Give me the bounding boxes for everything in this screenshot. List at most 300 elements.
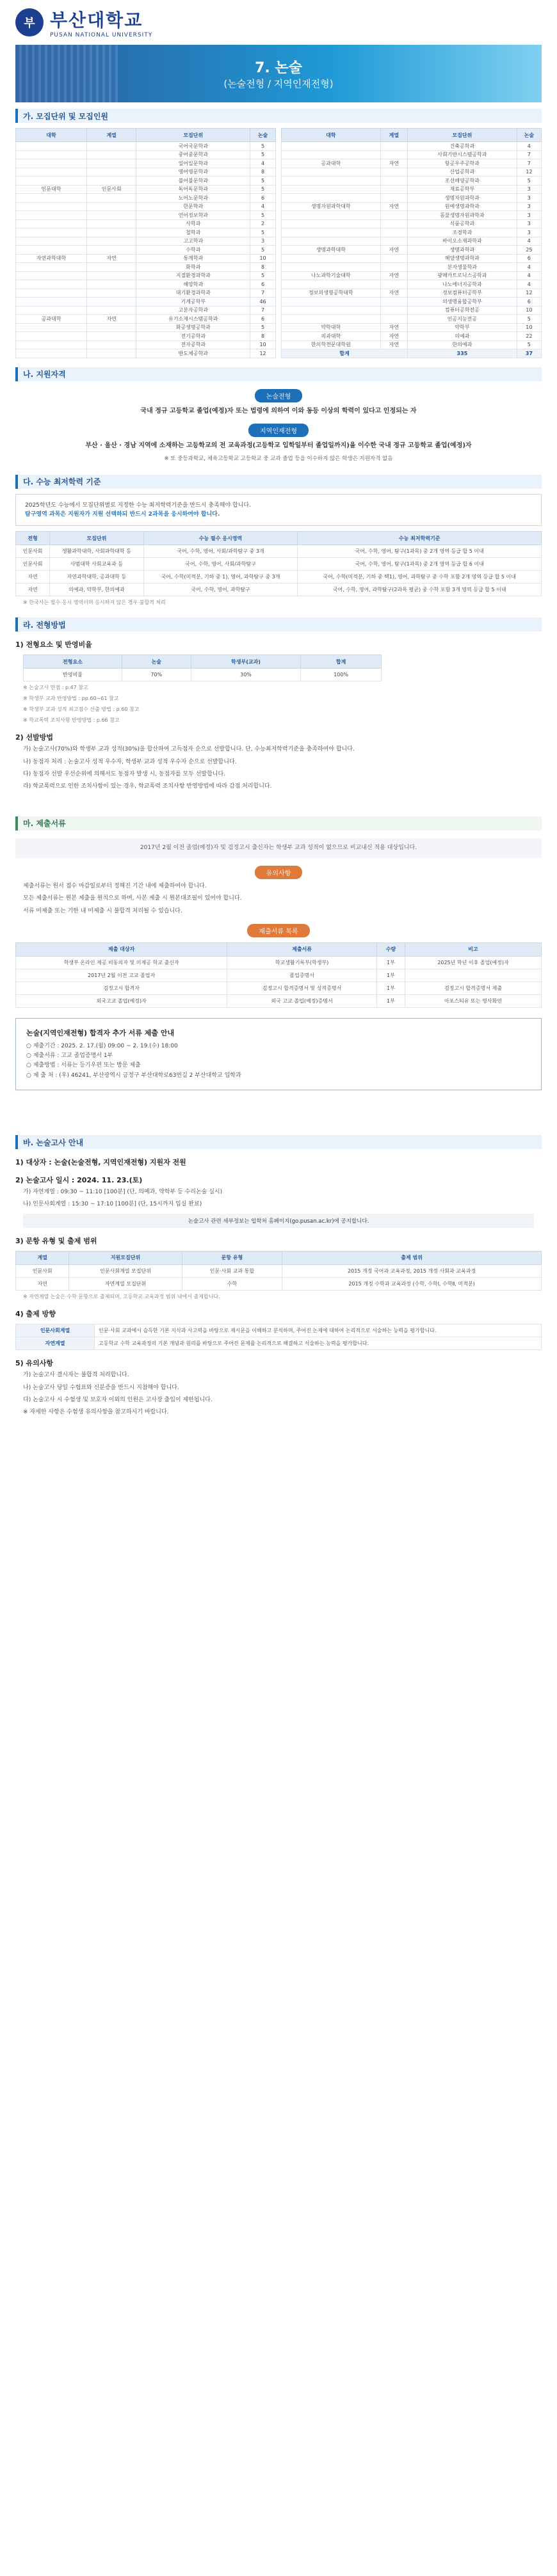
- regional-docs-line: ○ 제출기간 : 2025. 2. 17.(월) 09:00 ~ 2. 19.(수) 18:00: [26, 1042, 178, 1049]
- quota-row: [16, 349, 276, 358]
- ratio-cell: 70%: [122, 669, 191, 681]
- quota-header-cell: 모집단위: [136, 129, 250, 142]
- quota-cell: [86, 289, 136, 298]
- documents-cell: 2017년 2월 이전 고교 졸업자: [16, 969, 227, 982]
- quota-header-cell: 논술: [250, 129, 276, 142]
- quota-cell: 자연: [380, 271, 407, 280]
- quota-cell: [86, 202, 136, 211]
- quota-cell: [282, 185, 381, 194]
- quota-tables: [15, 128, 542, 358]
- quota-row: [16, 185, 276, 194]
- quota-row: [282, 254, 542, 263]
- csat-cell: 국어, 수학, 영어, 사회/과학탐구: [143, 558, 298, 571]
- quota-row: [282, 340, 542, 349]
- pill-caution: [0, 866, 557, 879]
- quota-cell: 3: [517, 228, 541, 237]
- building-photo: [15, 45, 118, 102]
- quota-cell: 항공우주공학과: [408, 159, 517, 168]
- quota-row: [16, 340, 276, 349]
- eligibility-note: ※ 또 중등과학교, 체육고등학교 고등학교 중 교과 졸업 등을 이수하지 않은 학생은 지원자격 없음: [164, 455, 393, 462]
- quota-table-left: [15, 128, 276, 358]
- quota-cell: 6: [250, 315, 276, 324]
- quota-cell: [86, 340, 136, 349]
- documents-cell: 외국 고교 졸업(예정)증명서: [227, 994, 377, 1007]
- quota-cell: 컴퓨터공학전공: [408, 306, 517, 315]
- exam-h4: 4) 출제 방향: [15, 1310, 56, 1319]
- quota-row: [16, 298, 276, 306]
- quota-cell: 통계학과: [136, 254, 250, 263]
- quota-cell: [16, 168, 87, 177]
- quota-cell: [16, 177, 87, 186]
- quota-cell: 영어영문학과: [136, 168, 250, 177]
- quota-cell: 12: [250, 349, 276, 358]
- caution-line: 제출서류는 원서 접수 마감일로부터 정해진 기간 내에 제출하여야 합니다.: [23, 882, 207, 889]
- csat-cell: 국어, 수학, 영어, 과학탐구: [143, 584, 298, 596]
- documents-cell: 아포스티유 또는 영사확인: [405, 994, 542, 1007]
- scope-table: [15, 1251, 542, 1291]
- quota-cell: [86, 332, 136, 341]
- documents-cell: 졸업증명서: [227, 969, 377, 982]
- logo-title-en: PUSAN NATIONAL UNIVERSITY: [50, 32, 153, 38]
- quota-cell: 자연: [380, 202, 407, 211]
- quota-cell: 자연: [380, 340, 407, 349]
- quota-cell: 의과대학: [282, 332, 381, 341]
- quota-row: [282, 271, 542, 280]
- quota-cell: [86, 168, 136, 177]
- section-title-csat-minimum: 다. 수능 최저학력 기준: [15, 475, 542, 489]
- quota-cell: 해양생명과학과: [408, 254, 517, 263]
- quota-cell: 3: [250, 237, 276, 246]
- quota-cell: 동물생명자원과학과: [408, 211, 517, 220]
- quota-cell: 광메카트로닉스공학과: [408, 271, 517, 280]
- quota-cell: [16, 194, 87, 203]
- pill-documents-list-label: 제출서류 목록: [247, 924, 309, 937]
- quota-cell: [380, 150, 407, 159]
- scope-header-cell: 출제 범위: [282, 1251, 542, 1264]
- quota-cell: 식품공학과: [408, 219, 517, 228]
- quota-cell: [282, 228, 381, 237]
- quota-cell: 조경학과: [408, 228, 517, 237]
- university-emblem-icon: 부: [15, 8, 44, 36]
- csat-cell: 자연: [16, 584, 50, 596]
- quota-cell: 5: [250, 142, 276, 151]
- quota-cell: 10: [250, 254, 276, 263]
- quota-cell: 화공생명공학과: [136, 323, 250, 332]
- scope-header-cell: 계열: [16, 1251, 69, 1264]
- documents-row: [16, 982, 542, 994]
- quota-cell: 5: [517, 177, 541, 186]
- documents-cell: 검정고시 합격증명서 제출: [405, 982, 542, 994]
- scope-header-cell: 문항 유형: [182, 1251, 282, 1264]
- quota-cell: 노어노문학과: [136, 194, 250, 203]
- quota-cell: 6: [250, 280, 276, 289]
- ratio-table: [23, 655, 382, 681]
- quota-cell: 일어일문학과: [136, 159, 250, 168]
- pill-documents-list: [0, 924, 557, 937]
- quota-cell: [282, 194, 381, 203]
- quota-cell: [380, 254, 407, 263]
- csat-cell: 인문사회: [16, 545, 50, 558]
- quota-sum-value: 335: [408, 349, 517, 358]
- quota-cell: 12: [517, 168, 541, 177]
- quota-cell: 7: [517, 159, 541, 168]
- quota-cell: 언어정보학과: [136, 211, 250, 220]
- exam-tip: ※ 자세한 사항은 수험생 유의사항을 참고하시기 바랍니다.: [23, 1409, 169, 1416]
- regional-docs-line: ○ 제 출 처 : (우) 46241, 부산광역시 금정구 부산대학로63번길 2 부산대학교 입학과: [26, 1072, 241, 1079]
- quota-row: [16, 159, 276, 168]
- exam-time-humanities: 나) 인문사회계열 : 15:30 ~ 17:10 [100분] (단, 15시까지 입실 완료): [23, 1201, 202, 1208]
- quota-cell: 자연: [86, 315, 136, 324]
- quota-cell: 8: [250, 263, 276, 272]
- quota-row: [282, 219, 542, 228]
- csat-cell: 사범대학 사회교육과 등: [50, 558, 143, 571]
- quota-row: [16, 177, 276, 186]
- quota-row: [16, 315, 276, 324]
- quota-cell: [380, 219, 407, 228]
- quota-cell: 자연과학대학: [16, 254, 87, 263]
- quota-row: [282, 246, 542, 255]
- quota-cell: 분자생물학과: [408, 263, 517, 272]
- quota-cell: 22: [517, 332, 541, 341]
- quota-cell: [282, 306, 381, 315]
- quota-cell: [16, 142, 87, 151]
- quota-row: [16, 142, 276, 151]
- documents-cell: 학교생활기록부(학생부): [227, 956, 377, 969]
- documents-row: [16, 969, 542, 982]
- quota-row: [16, 289, 276, 298]
- quota-row: [16, 194, 276, 203]
- quota-cell: 10: [517, 323, 541, 332]
- csat-header-cell: 전형: [16, 532, 50, 545]
- quota-cell: 반도체공학과: [136, 349, 250, 358]
- csat-cell: 국어, 수학(미적분, 기하 중 택1), 영어, 과학탐구 중 수학 포함 2개 영역 등급 합 5 이내: [298, 571, 542, 584]
- quota-cell: [16, 219, 87, 228]
- ratio-header-cell: 합계: [301, 655, 382, 669]
- scope-row: [16, 1264, 542, 1277]
- quota-cell: 10: [517, 306, 541, 315]
- quota-row: [16, 323, 276, 332]
- quota-header-cell: 계열: [380, 129, 407, 142]
- section-title-exam: 바. 논술고사 안내: [15, 1135, 542, 1149]
- scope-note: ※ 자연계열 논술은 수학 문항으로 출제되며, 고등학교 교육과정 범위 내에서 출제합니다.: [23, 1293, 220, 1300]
- quota-cell: [86, 237, 136, 246]
- documents-header-cell: 비고: [405, 942, 542, 956]
- quota-cell: 바이오소재과학과: [408, 237, 517, 246]
- quota-row: [282, 142, 542, 151]
- quota-cell: [86, 271, 136, 280]
- quota-cell: [380, 211, 407, 220]
- quota-cell: 4: [517, 271, 541, 280]
- quota-row: [16, 237, 276, 246]
- quota-cell: [86, 246, 136, 255]
- quota-cell: [282, 315, 381, 324]
- quota-cell: [86, 263, 136, 272]
- documents-cell: 1부: [376, 994, 405, 1007]
- quota-cell: 원예생명과학과: [408, 202, 517, 211]
- quota-cell: 정보컴퓨터공학부: [408, 289, 517, 298]
- quota-cell: 한문학과: [136, 202, 250, 211]
- quota-header-cell: 대학: [16, 129, 87, 142]
- quota-cell: 불어불문학과: [136, 177, 250, 186]
- quota-row: [16, 246, 276, 255]
- pill-essay: [0, 389, 557, 402]
- quota-cell: 5: [250, 228, 276, 237]
- quota-cell: [86, 177, 136, 186]
- quota-cell: [86, 150, 136, 159]
- exam-h3: 3) 문항 유형 및 출제 범위: [15, 1236, 97, 1245]
- scope-cell: 인문사회: [16, 1264, 69, 1277]
- quota-cell: 정보의생명공학대학: [282, 289, 381, 298]
- quota-cell: 6: [250, 194, 276, 203]
- quota-cell: 고분자공학과: [136, 306, 250, 315]
- exam-time-natural: 가) 자연계열 : 09:30 ~ 11:10 [100분] (단, 의예과, 약학부 등 수리논술 실시): [23, 1189, 223, 1195]
- quota-cell: 5: [250, 177, 276, 186]
- pill-essay-label: 논술전형: [255, 389, 303, 402]
- quota-cell: [380, 306, 407, 315]
- quota-cell: [380, 185, 407, 194]
- documents-row: [16, 994, 542, 1007]
- quota-row: [16, 306, 276, 315]
- scope-cell: 자연계열 모집단위: [69, 1277, 182, 1290]
- quota-cell: [16, 159, 87, 168]
- method-note-line: ※ 학생부 교과 성적 최고점수 산출 방법 : p.60 참고: [23, 706, 140, 712]
- documents-table: [15, 942, 542, 1008]
- quota-cell: [16, 280, 87, 289]
- eligibility-essay-text: 국내 정규 고등학교 졸업(예정)자 또는 법령에 의하여 이와 동등 이상의 학력이 있다고 인정되는 자: [140, 407, 417, 415]
- method-note-line: ※ 논술고사 만점 : p.47 참고: [23, 685, 88, 691]
- quota-row: [16, 263, 276, 272]
- quota-cell: 조선해양공학과: [408, 177, 517, 186]
- quota-cell: 자연: [380, 323, 407, 332]
- quota-cell: 중어중문학과: [136, 150, 250, 159]
- quota-cell: [380, 298, 407, 306]
- quota-cell: 건축공학과: [408, 142, 517, 151]
- quota-row: [282, 194, 542, 203]
- direction-text: 고등학교 수학 교육과정의 기본 개념과 원리를 바탕으로 주어진 문제를 논리적으로 해결하고 서술하는 능력을 평가합니다.: [95, 1337, 542, 1350]
- quota-header-cell: 논술: [517, 129, 541, 142]
- quota-cell: [380, 315, 407, 324]
- quota-cell: [16, 271, 87, 280]
- method-para-3: 다) 동점자 선발 우선순위에 의해서도 동점자 발생 시, 동점자를 모두 선발합니다.: [23, 771, 226, 778]
- quota-cell: [86, 280, 136, 289]
- quota-cell: [86, 194, 136, 203]
- method-note-line: ※ 학교폭력 조치사항 반영방법 : p.66 참고: [23, 717, 120, 723]
- quota-row: [282, 332, 542, 341]
- quota-cell: 유기소재시스템공학과: [136, 315, 250, 324]
- quota-cell: [380, 228, 407, 237]
- quota-row: [282, 289, 542, 298]
- quota-cell: 나노에너지공학과: [408, 280, 517, 289]
- quota-cell: 공과대학: [16, 315, 87, 324]
- exam-h5: 5) 유의사항: [15, 1359, 54, 1368]
- quota-cell: 대기환경과학과: [136, 289, 250, 298]
- pill-caution-label: 유의사항: [255, 866, 303, 879]
- quota-cell: [16, 323, 87, 332]
- csat-row: [16, 558, 542, 571]
- quota-row: [16, 254, 276, 263]
- quota-cell: 자연: [380, 289, 407, 298]
- csat-header-cell: 모집단위: [50, 532, 143, 545]
- quota-row: [282, 263, 542, 272]
- quota-cell: [16, 332, 87, 341]
- quota-sum-value: 37: [517, 349, 541, 358]
- quota-cell: [16, 202, 87, 211]
- section-title-eligibility: 나. 지원자격: [15, 367, 542, 381]
- quota-cell: 인문대학: [16, 185, 87, 194]
- csat-cell: 국어, 수학, 영어, 사회/과학탐구 중 3개: [143, 545, 298, 558]
- quota-cell: [16, 211, 87, 220]
- quota-row: [282, 280, 542, 289]
- quota-cell: 생명자원과학과: [408, 194, 517, 203]
- ratio-header-cell: 논술: [122, 655, 191, 669]
- quota-cell: [16, 306, 87, 315]
- quota-cell: [282, 177, 381, 186]
- documents-cell: [405, 969, 542, 982]
- method-h2: 2) 선발방법: [15, 733, 54, 742]
- exam-tip: 다) 논술고사 시 수험생 및 보호자 이외의 인원은 고사장 출입이 제한됩니다.: [23, 1396, 213, 1403]
- scope-cell: 수학: [182, 1277, 282, 1290]
- regional-docs-title: 논술(지역인재전형) 합격자 추가 서류 제출 안내: [26, 1028, 175, 1037]
- quota-cell: 4: [517, 263, 541, 272]
- quota-cell: 국어국문학과: [136, 142, 250, 151]
- quota-cell: 산업공학과: [408, 168, 517, 177]
- quota-row: [282, 306, 542, 315]
- direction-key: 인문사회계열: [16, 1324, 95, 1337]
- quota-row: [16, 271, 276, 280]
- exam-tip: 가) 논술고사 결시자는 불합격 처리합니다.: [23, 1372, 129, 1379]
- page-title: 7. 논술: [255, 60, 302, 76]
- quota-sum-label: 합계: [282, 349, 408, 358]
- quota-cell: 6: [517, 254, 541, 263]
- quota-row: [282, 150, 542, 159]
- scope-cell: 2015 개정 수학과 교육과정 (수학, 수학Ⅰ, 수학Ⅱ, 미적분): [282, 1277, 542, 1290]
- quota-cell: 3: [517, 202, 541, 211]
- quota-cell: [16, 349, 87, 358]
- quota-cell: [380, 237, 407, 246]
- quota-row: [282, 177, 542, 186]
- quota-cell: 자연: [380, 159, 407, 168]
- pill-regional-label: 지역인재전형: [248, 424, 309, 437]
- university-logo[interactable]: [50, 6, 152, 38]
- ratio-header-cell: 학생부(교과): [191, 655, 301, 669]
- quota-row: [282, 315, 542, 324]
- scope-header-cell: 지원모집단위: [69, 1251, 182, 1264]
- quota-row: [16, 211, 276, 220]
- quota-row: [16, 228, 276, 237]
- quota-cell: [380, 168, 407, 177]
- quota-cell: 의생명융합공학부: [408, 298, 517, 306]
- quota-cell: 철학과: [136, 228, 250, 237]
- quota-cell: 자연: [86, 254, 136, 263]
- documents-notice: 2017년 2월 이전 졸업(예정)자 및 검정고시 출신자는 학생부 교과 성적이 없으므로 비교내신 적용 대상입니다.: [15, 838, 542, 858]
- quota-cell: 5: [250, 150, 276, 159]
- quota-cell: 7: [250, 306, 276, 315]
- direction-key: 자연계열: [16, 1337, 95, 1350]
- quota-row: [282, 185, 542, 194]
- exam-h2: 2) 논술고사 일시 : 2024. 11. 23.(토): [15, 1176, 143, 1184]
- quota-header-cell: 모집단위: [408, 129, 517, 142]
- scope-cell: 2015 개정 국어과 교육과정, 2015 개정 사회과 교육과정: [282, 1264, 542, 1277]
- quota-row: [282, 323, 542, 332]
- csat-cell: 인문사회: [16, 558, 50, 571]
- quota-cell: 2: [250, 219, 276, 228]
- quota-cell: 4: [250, 202, 276, 211]
- quota-cell: 화학과: [136, 263, 250, 272]
- quota-cell: 4: [517, 280, 541, 289]
- quota-cell: [86, 298, 136, 306]
- ratio-header-cell: 전형요소: [24, 655, 122, 669]
- quota-cell: [86, 323, 136, 332]
- quota-cell: 생명과학대학: [282, 246, 381, 255]
- csat-row: [16, 545, 542, 558]
- quota-row: [282, 211, 542, 220]
- documents-cell: 2025년 학년 이후 졸업(예정)자: [405, 956, 542, 969]
- csat-footnote: ※ 한국사는 필수 응시 영역이며 응시하지 않은 경우 불합격 처리: [23, 600, 166, 606]
- documents-cell: 검정고시 합격자: [16, 982, 227, 994]
- quota-cell: [282, 211, 381, 220]
- quota-cell: 생명자원과학대학: [282, 202, 381, 211]
- csat-row: [16, 584, 542, 596]
- documents-cell: 검정고시 합격증명서 및 성적증명서: [227, 982, 377, 994]
- quota-cell: [16, 228, 87, 237]
- direction-text: 인문·사회 교과에서 습득한 기본 지식과 사고력을 바탕으로 제시문을 이해하고 분석하며, 주어진 논제에 대하여 논리적으로 서술하는 능력을 평가합니다.: [95, 1324, 542, 1337]
- quota-cell: [86, 211, 136, 220]
- quota-cell: 3: [517, 194, 541, 203]
- documents-cell: 1부: [376, 956, 405, 969]
- documents-cell: 1부: [376, 969, 405, 982]
- quota-cell: [86, 219, 136, 228]
- quota-cell: [380, 142, 407, 151]
- method-note-line: ※ 학생부 교과 반영방법 : pp.60~61 참고: [23, 696, 119, 702]
- direction-table: [15, 1324, 542, 1350]
- pill-regional: [0, 424, 557, 437]
- regional-docs-box: [15, 1018, 542, 1090]
- documents-cell: 외국고교 졸업(예정)자: [16, 994, 227, 1007]
- quota-cell: 7: [517, 150, 541, 159]
- quota-cell: 8: [250, 168, 276, 177]
- caution-line: 모든 제출서류는 원본 제출을 원칙으로 하며, 사본 제출 시 원본대조필이 있어야 합니다.: [23, 895, 242, 902]
- quota-cell: 4: [250, 159, 276, 168]
- quota-cell: 46: [250, 298, 276, 306]
- csat-header-cell: 수능 필수 응시영역: [143, 532, 298, 545]
- quota-cell: [16, 340, 87, 349]
- method-para-4: 라) 학교폭력으로 인한 조치사항이 있는 경우, 학교폭력 조치사항 반영방법에 따라 감점 처리합니다.: [23, 783, 272, 790]
- csat-header-cell: 수능 최저학력기준: [298, 532, 542, 545]
- documents-cell: 학생부 온라인 제공 비동의자 및 미제공 학교 출신자: [16, 956, 227, 969]
- method-h1: 1) 전형요소 및 반영비율: [15, 640, 92, 649]
- quota-cell: 재료공학부: [408, 185, 517, 194]
- csat-intro-1: 2025학년도 수능에서 모집단위별로 지정한 수능 최저학력기준을 반드시 충족해야 합니다.: [25, 502, 251, 509]
- quota-cell: 사회기반시스템공학과: [408, 150, 517, 159]
- csat-intro-box: [15, 494, 542, 527]
- quota-cell: 25: [517, 246, 541, 255]
- scope-cell: 인문·사회 교과 통합: [182, 1264, 282, 1277]
- quota-row: [16, 202, 276, 211]
- quota-cell: [16, 150, 87, 159]
- csat-cell: 국어, 수학, 영어, 탐구(1과목) 중 2개 영역 등급 합 5 이내: [298, 545, 542, 558]
- quota-row: [16, 219, 276, 228]
- csat-cell: 국어, 수학, 영어, 탐구(1과목) 중 2개 영역 등급 합 6 이내: [298, 558, 542, 571]
- csat-row: [16, 571, 542, 584]
- quota-cell: 고고학과: [136, 237, 250, 246]
- quota-cell: 사학과: [136, 219, 250, 228]
- quota-cell: 5: [250, 211, 276, 220]
- quota-cell: 3: [517, 219, 541, 228]
- quota-cell: [282, 254, 381, 263]
- quota-cell: [16, 263, 87, 272]
- documents-cell: 1부: [376, 982, 405, 994]
- quota-cell: [16, 237, 87, 246]
